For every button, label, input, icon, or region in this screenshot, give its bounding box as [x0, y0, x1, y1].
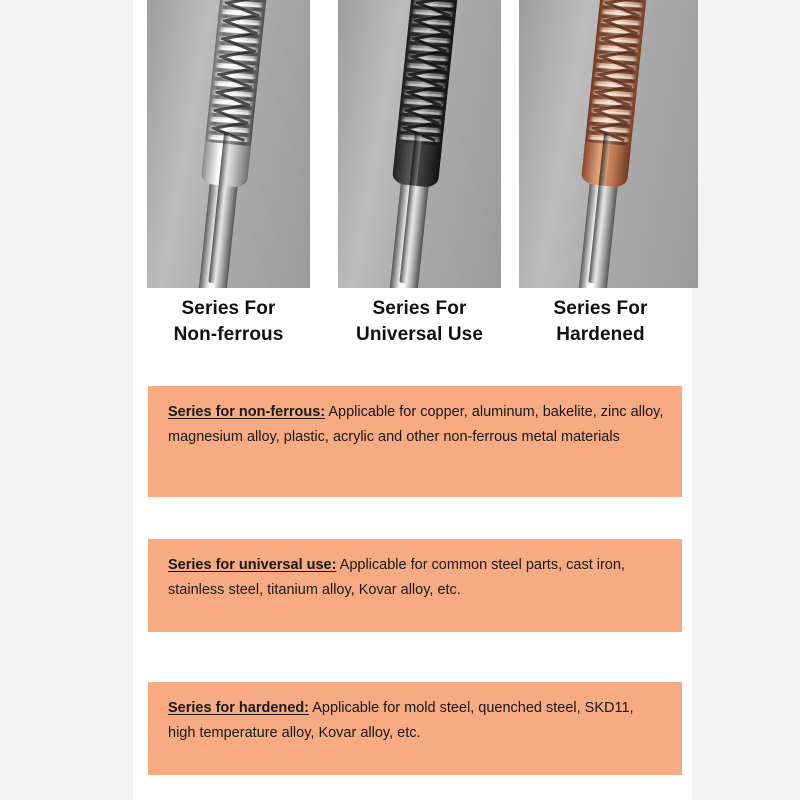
note-title: Series for hardened:: [168, 700, 310, 716]
product-photo-non-ferrous[interactable]: [147, 0, 310, 288]
note-non-ferrous: [148, 386, 682, 497]
note-hardened: [148, 682, 682, 775]
caption-line-1: Series For: [181, 298, 276, 319]
caption-line-1: Series For: [372, 298, 467, 319]
gallery-item[interactable]: [147, 0, 310, 345]
note-text: Applicable for common steel parts, cast iron, stainless steel, titanium alloy, Kovar alloy, etc.: [168, 557, 625, 598]
gallery-caption: [147, 296, 310, 347]
product-photo-universal[interactable]: [338, 0, 501, 288]
caption-line-2: Non-ferrous: [173, 323, 284, 345]
note-text: Applicable for mold steel, quenched steel, SKD11, high temperature alloy, Kovar alloy, etc.: [168, 700, 634, 741]
caption-line-2: Universal Use: [356, 323, 483, 345]
content-card: [133, 0, 692, 800]
note-universal-use: [148, 539, 682, 632]
caption-line-2: Hardened: [556, 323, 645, 345]
note-title: Series for non-ferrous:: [168, 404, 326, 420]
product-image-gallery: [133, 0, 692, 380]
gallery-item[interactable]: [338, 0, 501, 345]
gallery-caption: [519, 296, 682, 347]
product-photo-hardened[interactable]: [519, 0, 698, 288]
caption-line-1: Series For: [553, 298, 648, 319]
gallery-item[interactable]: [519, 0, 682, 345]
gallery-caption: [338, 296, 501, 347]
note-title: Series for universal use:: [168, 557, 337, 573]
note-text: Applicable for copper, aluminum, bakelite, zinc alloy, magnesium alloy, plastic, acrylic and other non-ferrous metal materials: [168, 404, 664, 445]
